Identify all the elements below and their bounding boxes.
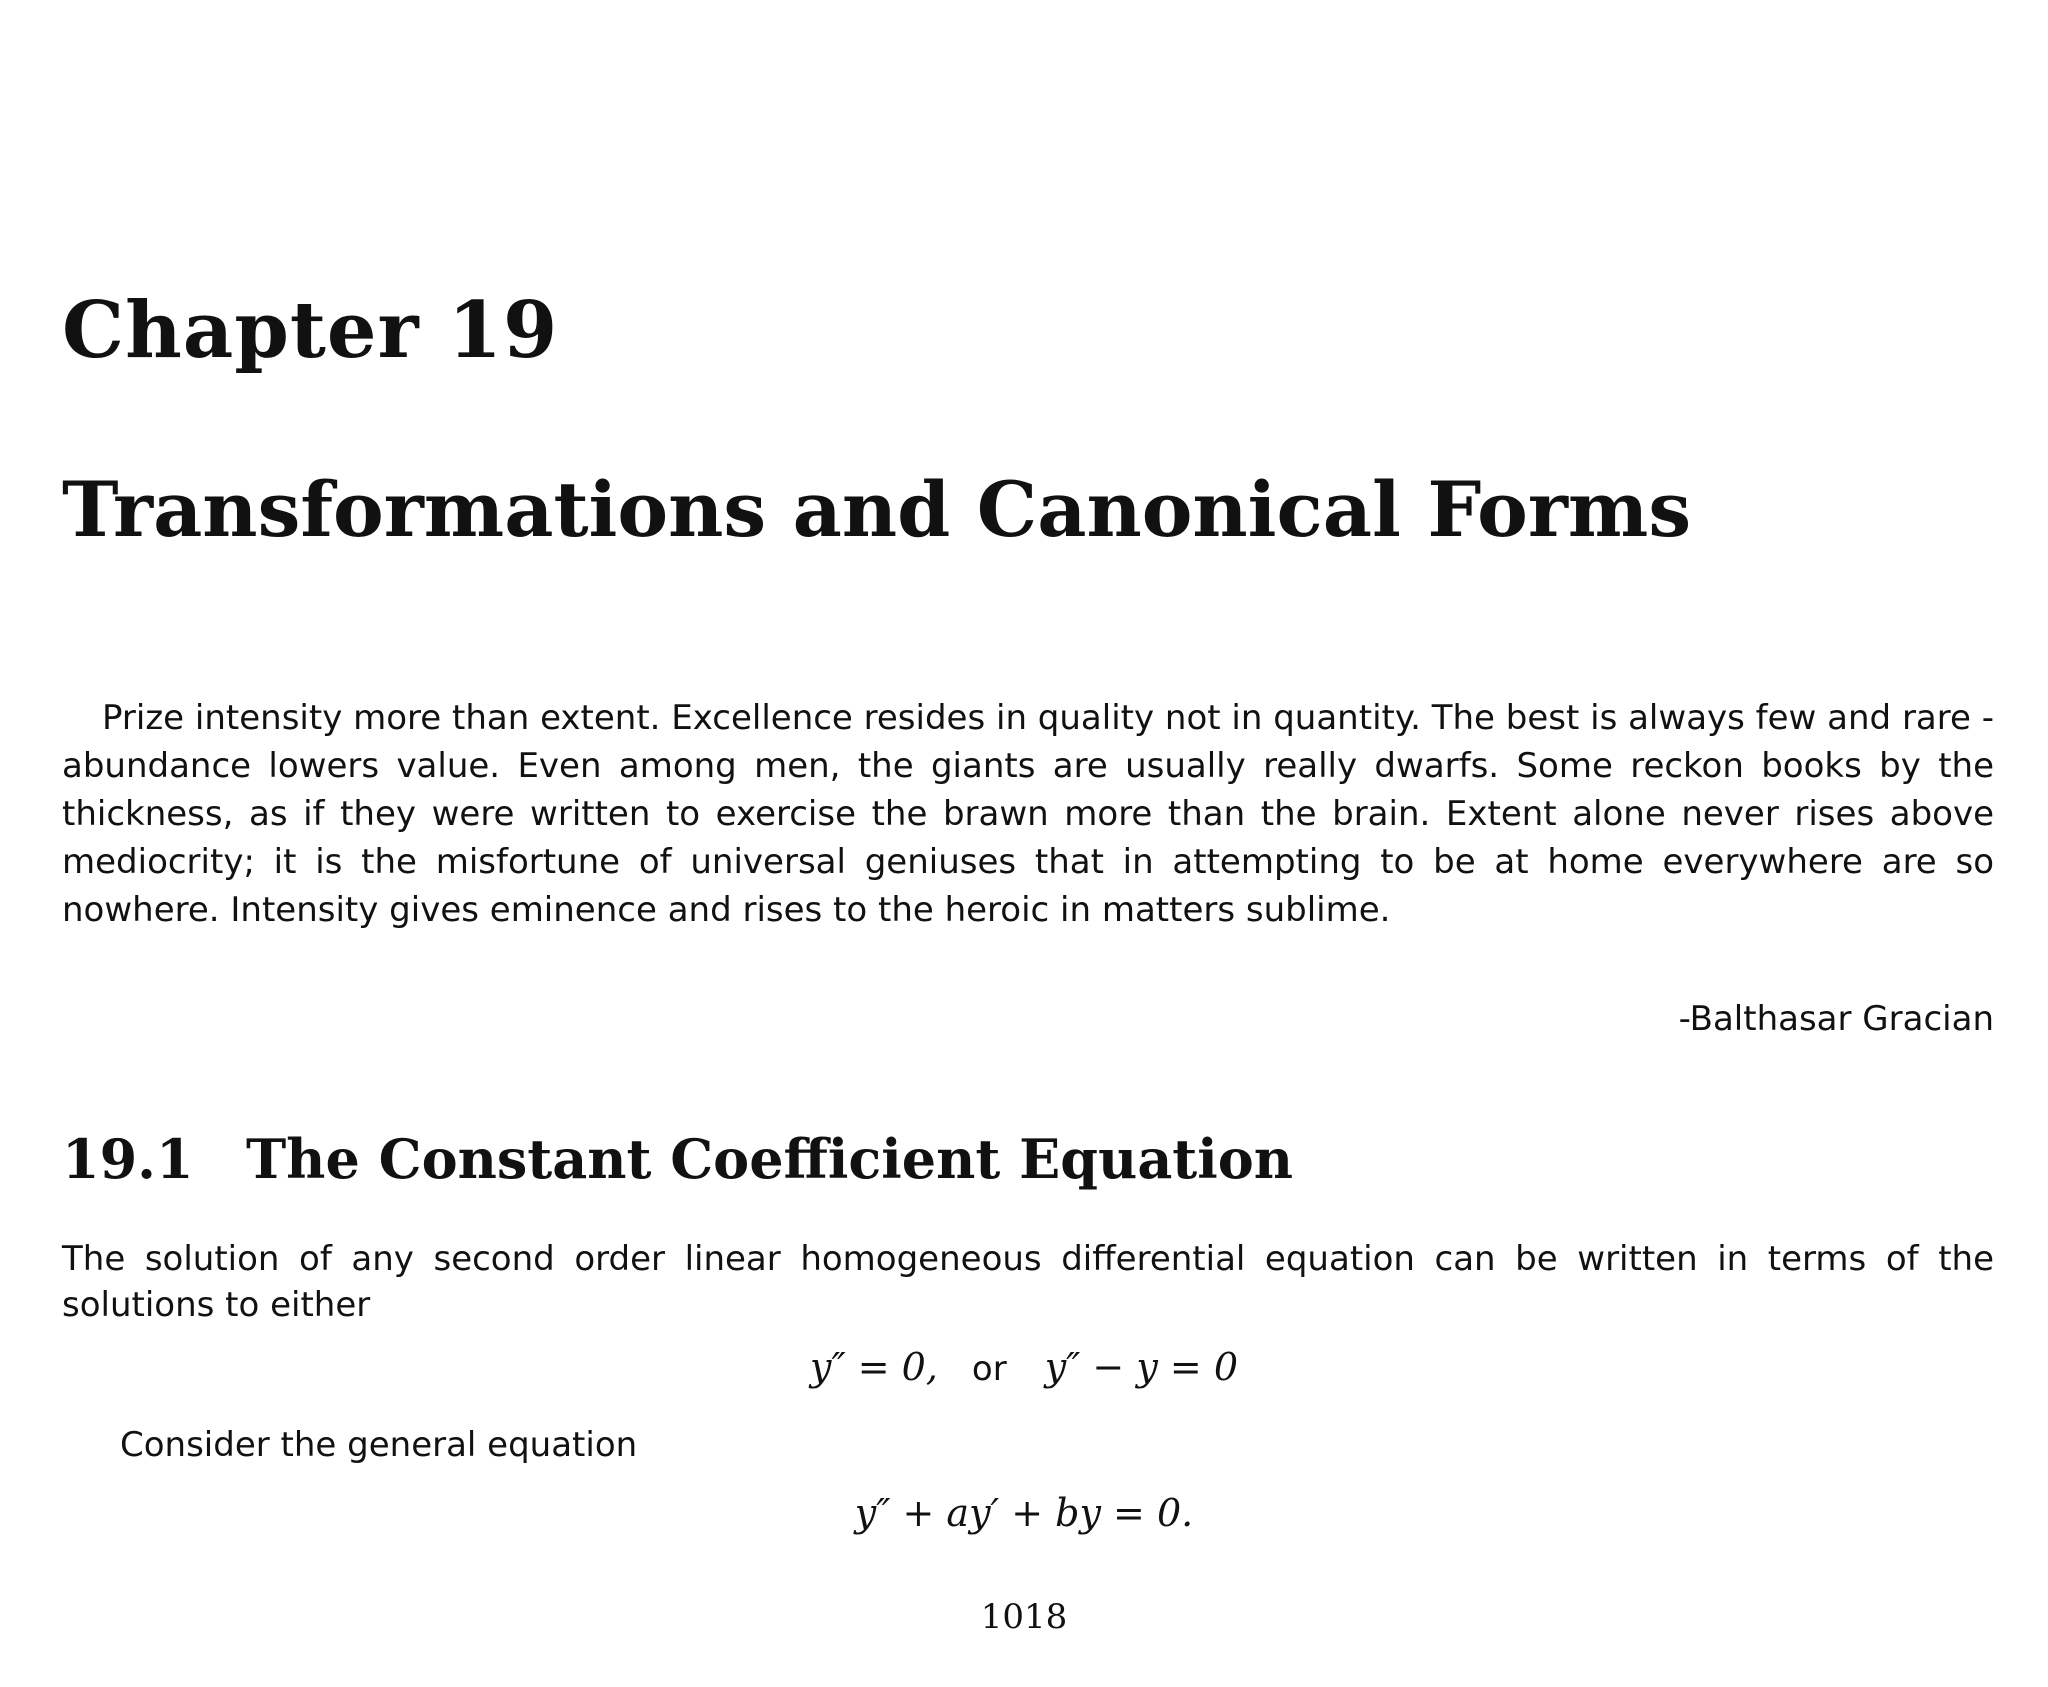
chapter-title: Transformations and Canonical Forms [62, 465, 1692, 554]
page-number: 1018 [980, 1597, 1068, 1637]
equation-y-double-prime-zero: y″ = 0, [809, 1345, 938, 1389]
equation-connector: or [971, 1349, 1007, 1389]
section-heading [62, 1127, 1294, 1191]
equation-y-double-prime-minus-y: y″ − y = 0 [1044, 1345, 1238, 1389]
chapter-label: Chapter 19 [62, 285, 559, 376]
general-equation: y″ + ay′ + by = 0. [854, 1491, 1194, 1535]
section-number: 19.1 [62, 1127, 194, 1191]
display-equation-1 [0, 1342, 2048, 1401]
display-equation-2 [0, 1488, 2048, 1547]
body-paragraph: The solution of any second order linear homogeneous differential equation can be written in terms of the solutions to either [62, 1239, 1994, 1325]
consider-text: Consider the general equation [120, 1425, 638, 1465]
epigraph-attribution: -Balthasar Gracian [1678, 999, 1994, 1039]
section-title: The Constant Coefficient Equation [246, 1127, 1294, 1191]
epigraph-quote: Prize intensity more than extent. Excellence resides in quality not in quantity. The best is always few and rare - abundance lowers value. Even among men, the giants are usually really dwarfs. Some reckon books by the thickness, as if they were written to exercise the brawn more than the brain. Extent alone never rises above mediocrity; it is the misfortune of universal geniuses that in attempting to be at home everywhere are so nowhere. Intensity gives eminence and rises to the heroic in matters sublime. [62, 698, 1994, 930]
